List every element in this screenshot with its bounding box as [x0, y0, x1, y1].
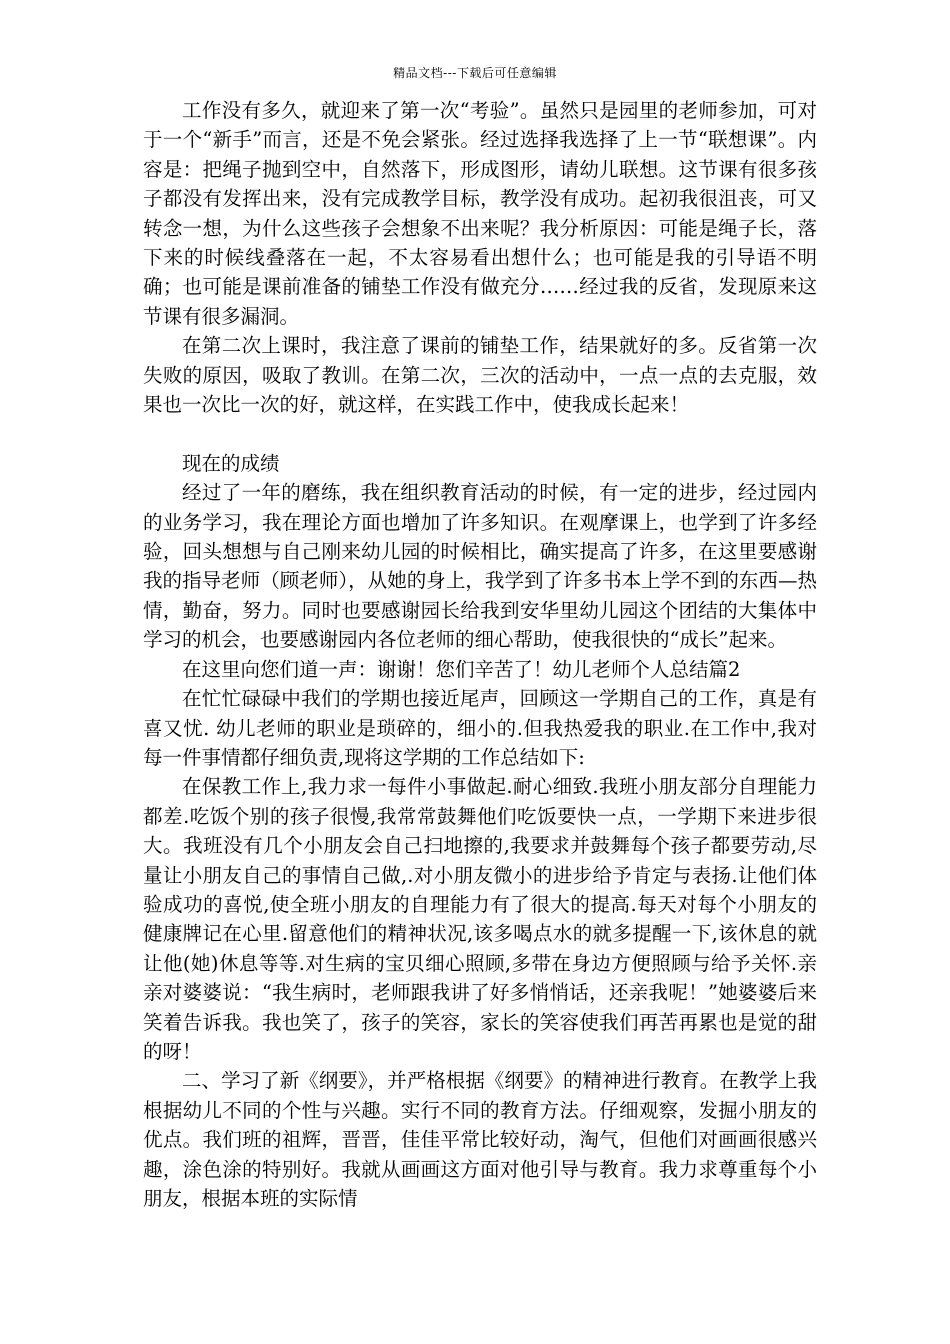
paragraph-semester-review: 在忙忙碌碌中我们的学期也接近尾声，回顾这一学期自己的工作，真是有喜又忧. 幼儿老师的职业是琐碎的，细小的.但我热爱我的职业.在工作中,我对每一件事情都仔细负责,现将这学期的工作总结如下:	[143, 687, 817, 769]
paragraph-care-work: 在保教工作上,我力求一每件小事做起.耐心细致.我班小朋友部分自理能力都差.吃饭个别的孩子很慢,我常常鼓舞他们吃饭要快一点，一学期下来进步很大。我班没有几个小朋友会自己扫地擦的,我要求并鼓舞每个孩子都要劳动,尽量让小朋友自己的事情自己做,.对小朋友微小的进步给予肯定与表扬.让他们体验成功的喜悦,使全班小朋友的自理能力有了很大的提高.每天对每个小朋友的健康牌记在心里.留意他们的精神状况,该多喝点水的就多提醒一下,该休息的就让他(她)休息等等.对生病的宝贝细心照顾,多带在身边方便照顾与给予关怀.亲亲对婆婆说：“我生病时，老师跟我讲了好多悄悄话，还亲我呢！”她婆婆后来笑着告诉我。我也笑了，孩子的笑容，家长的笑容使我们再苦再累也是觉的甜的呀！	[143, 775, 817, 1063]
paragraph-progress: 经过了一年的磨练，我在组织教育活动的时候，有一定的进步，经过园内的业务学习，我在理论方面也增加了许多知识。在观摩课上，也学到了许多经验，回头想想与自己刚来幼儿园的时候相比，确实提高了许多，在这里要感谢我的指导老师（顾老师），从她的身上，我学到了许多书本上学不到的东西—热情，勤奋，努力。同时也要感谢园长给我到安华里幼儿园这个团结的大集体中学习的机会，也要感谢园内各位老师的细心帮助，使我很快的“成长”起来。	[143, 481, 817, 652]
paragraph-second-class: 在第二次上课时，我注意了课前的铺垫工作，结果就好的多。反省第一次失败的原因，吸取了教训。在第二次，三次的活动中，一点一点的去克服，效果也一次比一次的好，就这样，在实践工作中，使我成长起来！	[143, 334, 817, 417]
section-heading-current-results: 现在的成绩	[182, 451, 280, 475]
paragraph-first-test: 工作没有多久，就迎来了第一次“考验”。虽然只是园里的老师参加，可对于一个“新手”而言，还是不免会紧张。经过选择我选择了上一节“联想课”。内容是：把绳子抛到空中，自然落下，形成图形，请幼儿联想。这节课有很多孩子都没有发挥出来，没有完成教学目标，教学没有成功。起初我很沮丧，可又转念一想，为什么这些孩子会想象不出来呢？我分析原因：可能是绳子长，落下来的时候线叠落在一起，不太容易看出想什么；也可能是我的引导语不明确；也可能是课前准备的铺垫工作没有做充分……经过我的反省，发现原来这节课有很多漏洞。	[143, 99, 817, 328]
paragraph-thanks: 在这里向您们道一声：谢谢！您们辛苦了！幼儿老师个人总结篇2	[182, 657, 741, 681]
page-header: 精品文档---下载后可任意编辑	[393, 66, 557, 80]
blank-line	[143, 419, 817, 448]
document-body	[143, 96, 817, 1213]
paragraph-outline-study: 二、学习了新《纲要》，并严格根据《纲要》的精神进行教育。在教学上我根据幼儿不同的个性与兴趣。实行不同的教育方法。仔细观察，发掘小朋友的优点。我们班的祖辉，晋晋，佳佳平常比较好动，淘气，但他们对画画很感兴趣，涂色涂的特别好。我就从画画这方面对他引导与教育。我力求尊重每个小朋友，根据本班的实际情	[143, 1069, 817, 1211]
